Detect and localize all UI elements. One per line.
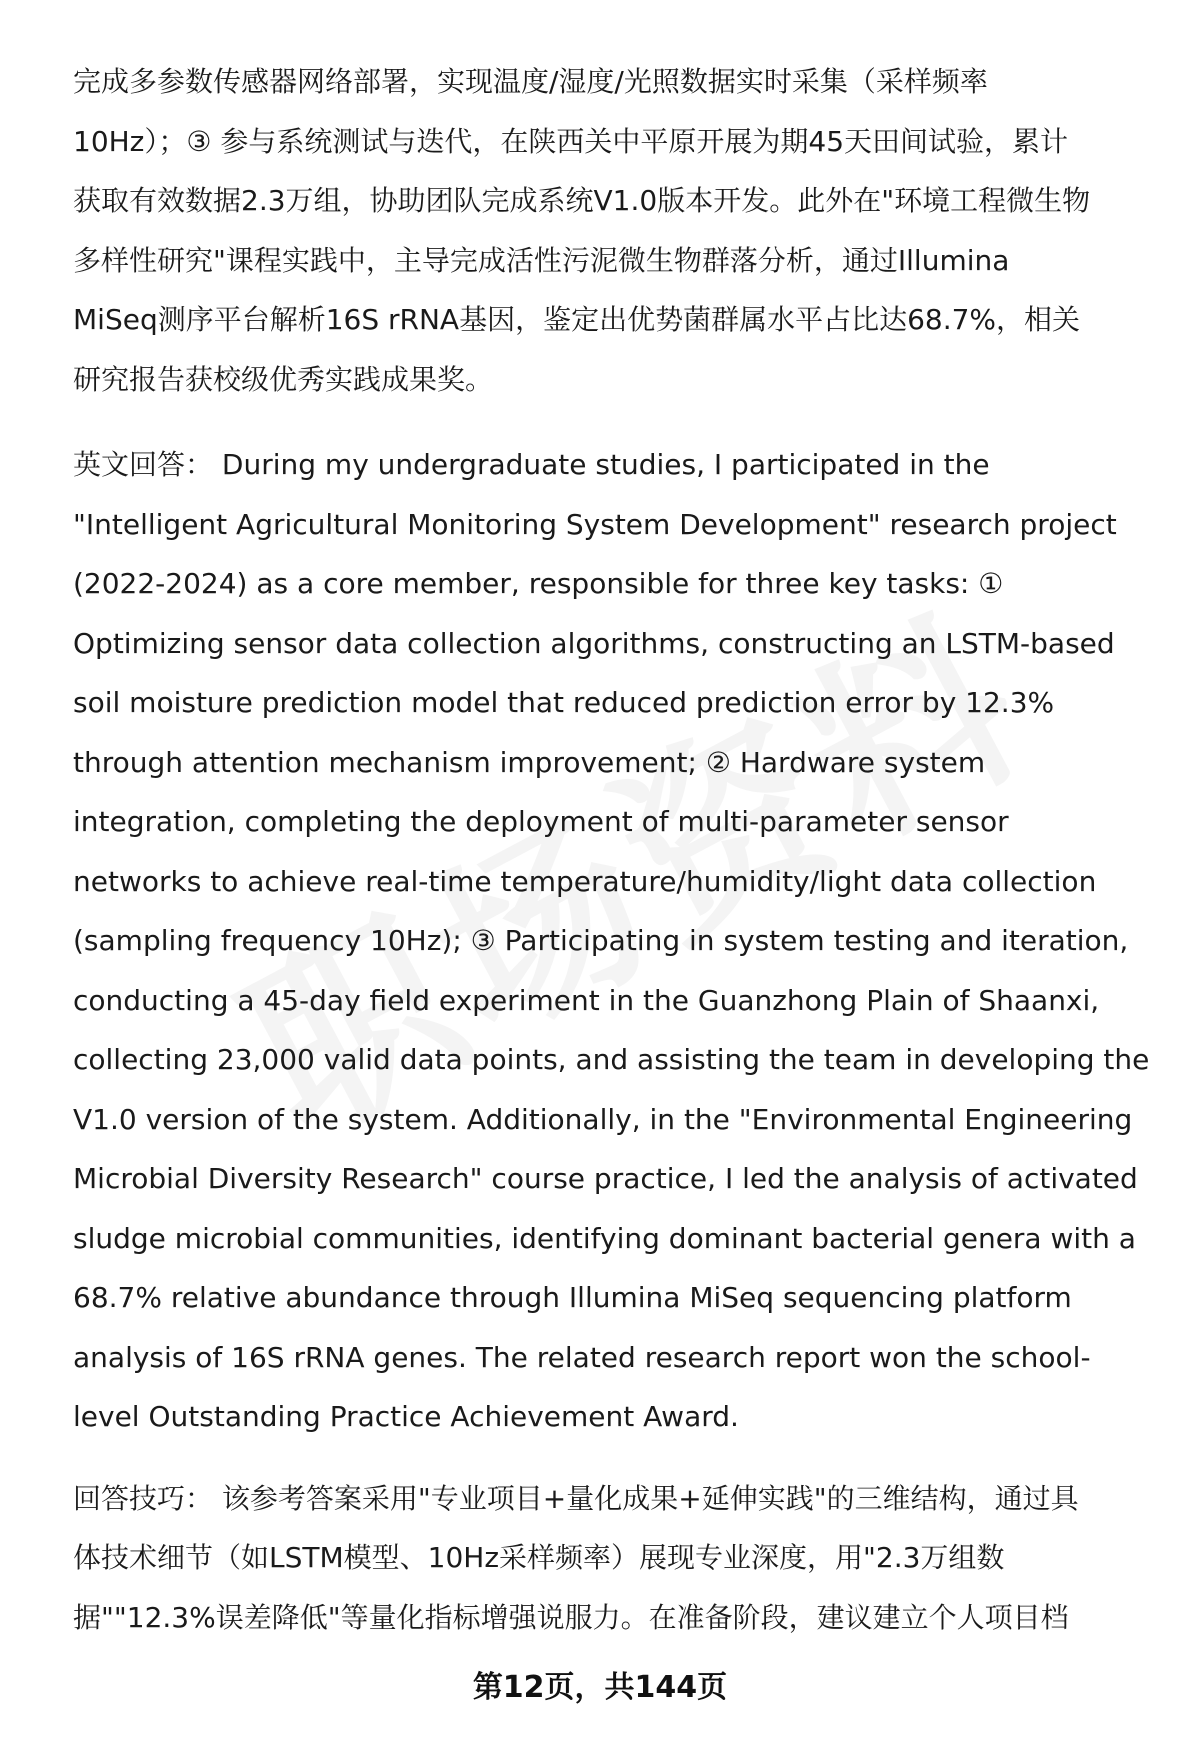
text-line: 研究报告获校级优秀实践成果奖。 xyxy=(73,362,494,396)
text-line: "Intelligent Agricultural Monitoring System Development" research project xyxy=(73,507,1117,541)
continued-paragraph xyxy=(73,52,1158,409)
text-line: integration, completing the deployment of multi-parameter sensor xyxy=(73,805,1009,838)
text-line: 10Hz）；③ 参与系统测试与迭代，在陕西关中平原开展为期45天田间试验，累计 xyxy=(73,124,1069,158)
text-line: (sampling frequency 10Hz); ③ Participating in system testing and iteration, xyxy=(73,924,1129,957)
paragraph-spacer xyxy=(73,409,1158,435)
text-line: 据""12.3%误差降低"等量化指标增强说服力。在准备阶段，建议建立个人项目档 xyxy=(73,1600,1069,1634)
text-line: 回答技巧： 该参考答案采用"专业项目+量化成果+延伸实践"的三维结构，通过具 xyxy=(73,1481,1079,1515)
text-line: 68.7% relative abundance through Illumina MiSeq sequencing platform xyxy=(73,1281,1072,1314)
english-answer-paragraph xyxy=(73,435,1158,1447)
text-line: sludge microbial communities, identifying dominant bacterial genera with a xyxy=(73,1221,1136,1255)
text-line: 多样性研究"课程实践中，主导完成活性污泥微生物群落分析，通过Illumina xyxy=(73,243,1010,277)
text-line: analysis of 16S rRNA genes. The related research report won the school- xyxy=(73,1340,1091,1374)
answer-tips-paragraph xyxy=(73,1469,1158,1648)
text-line: V1.0 version of the system. Additionally, in the "Environmental Engineering xyxy=(73,1102,1133,1136)
text-line: soil moisture prediction model that reduced prediction error by 12.3% xyxy=(73,686,1055,719)
page-number-footer: 第12页，共144页 xyxy=(472,1670,728,1705)
text-line: 英文回答： During my undergraduate studies, I participated in the xyxy=(73,448,990,481)
text-line: through attention mechanism improvement; ② Hardware system xyxy=(73,745,986,779)
text-line: networks to achieve real-time temperature/humidity/light data collection xyxy=(73,864,1097,898)
text-line: 获取有效数据2.3万组，协助团队完成系统V1.0版本开发。此外在"环境工程微生物 xyxy=(73,184,1091,217)
text-line: 完成多参数传感器网络部署，实现温度/湿度/光照数据实时采集（采样频率 xyxy=(73,65,988,98)
paragraph-spacer xyxy=(73,1447,1158,1469)
text-line: collecting 23,000 valid data points, and assisting the team in developing the xyxy=(73,1043,1150,1076)
text-line: 体技术细节（如LSTM模型、10Hz采样频率）展现专业深度，用"2.3万组数 xyxy=(73,1541,1005,1574)
text-line: Optimizing sensor data collection algorithms, constructing an LSTM-based xyxy=(73,626,1115,660)
text-line: Microbial Diversity Research" course practice, I led the analysis of activated xyxy=(73,1162,1138,1195)
text-line: MiSeq测序平台解析16S rRNA基因，鉴定出优势菌群属水平占比达68.7%，相关 xyxy=(73,303,1081,336)
text-line: (2022-2024) as a core member, responsible for three key tasks: ① xyxy=(73,567,1004,600)
text-line: conducting a 45-day field experiment in the Guanzhong Plain of Shaanxi, xyxy=(73,983,1100,1017)
text-line: level Outstanding Practice Achievement Award. xyxy=(73,1400,739,1433)
document-page xyxy=(73,52,1158,1647)
